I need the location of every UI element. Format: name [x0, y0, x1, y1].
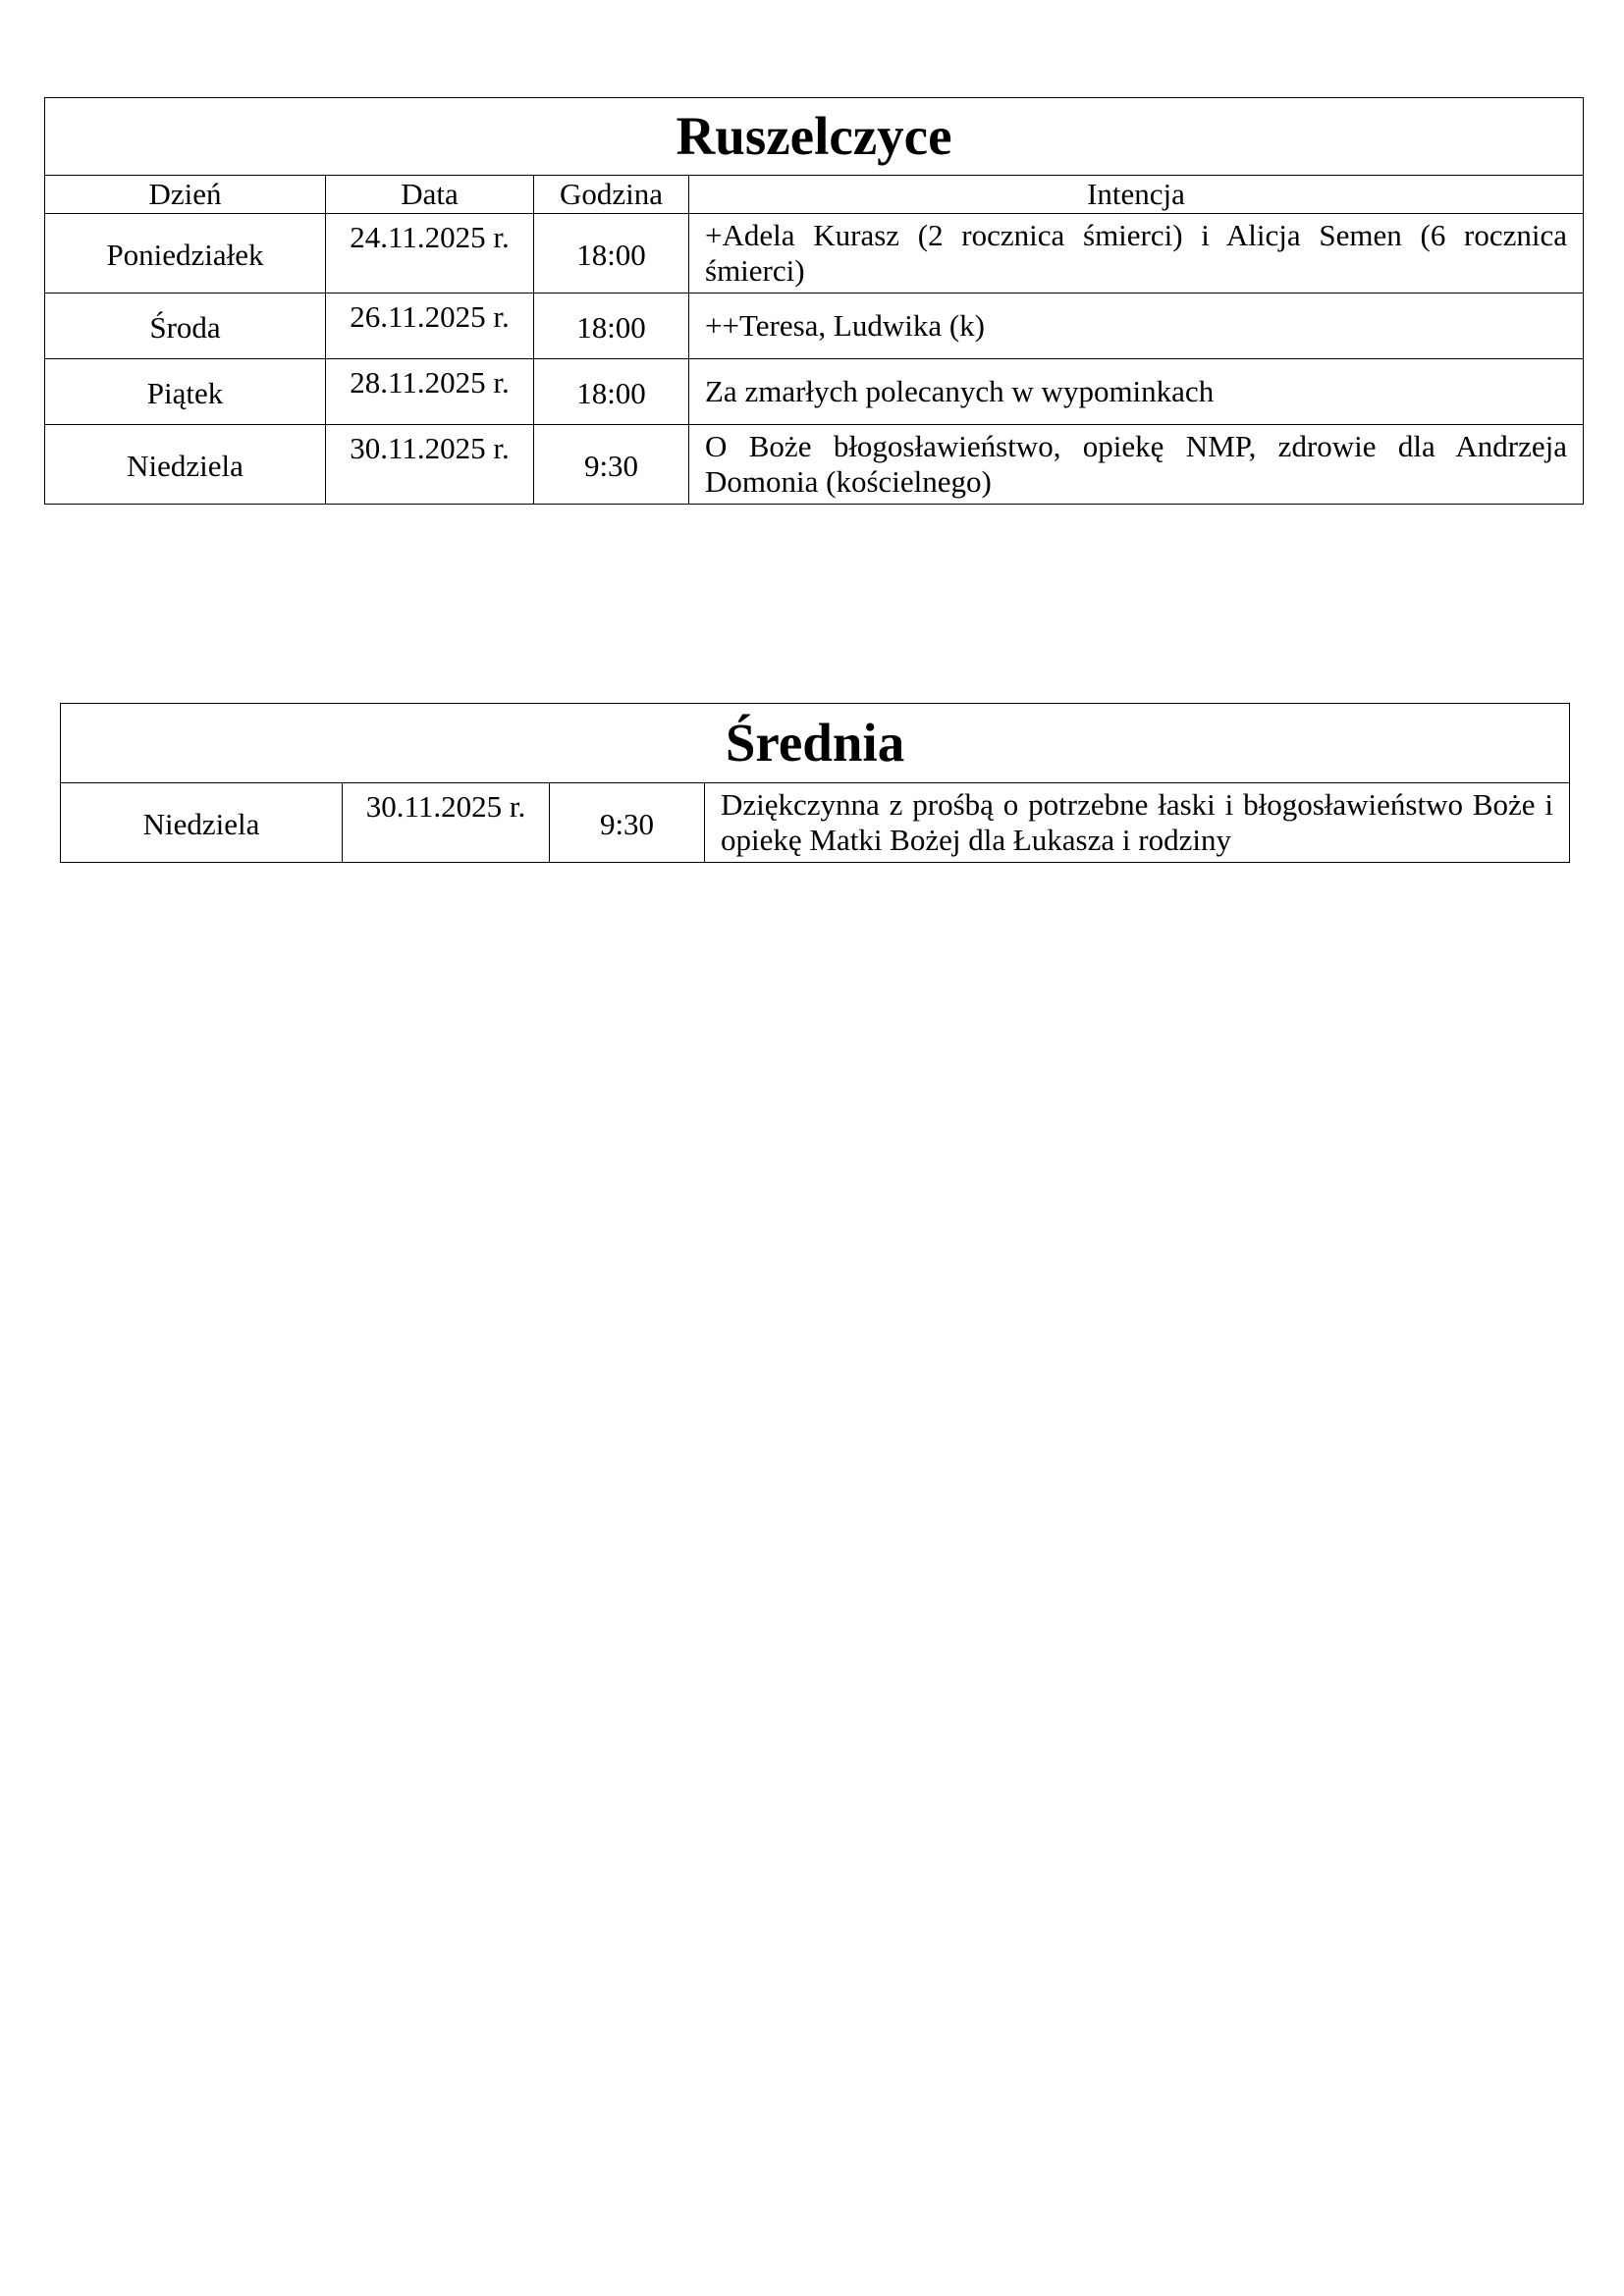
header-day: Dzień — [45, 176, 326, 214]
date-cell: 30.11.2025 r. — [326, 425, 534, 505]
time-cell: 9:30 — [534, 425, 689, 505]
title-row — [61, 704, 1570, 783]
date-cell: 24.11.2025 r. — [326, 214, 534, 294]
time-cell: 9:30 — [550, 783, 705, 863]
intention-cell: Za zmarłych polecanych w wypominkach — [689, 359, 1584, 425]
intention-cell: O Boże błogosławieństwo, opiekę NMP, zdrowie dla Andrzeja Domonia (kościelnego) — [689, 425, 1584, 505]
header-intention: Intencja — [689, 176, 1584, 214]
intention-cell: ++Teresa, Ludwika (k) — [689, 294, 1584, 359]
day-cell: Niedziela — [45, 425, 326, 505]
header-time: Godzina — [534, 176, 689, 214]
table-row — [61, 783, 1570, 863]
table-title: Średnia — [61, 704, 1570, 783]
header-row — [45, 176, 1584, 214]
date-cell: 26.11.2025 r. — [326, 294, 534, 359]
ruszelczyce-schedule-table — [44, 97, 1584, 505]
intention-cell: +Adela Kurasz (2 rocznica śmierci) i Alicja Semen (6 rocznica śmierci) — [689, 214, 1584, 294]
srednia-schedule-table — [60, 703, 1570, 863]
date-cell: 28.11.2025 r. — [326, 359, 534, 425]
table-title: Ruszelczyce — [45, 98, 1584, 176]
table-row — [45, 425, 1584, 505]
time-cell: 18:00 — [534, 214, 689, 294]
table-row — [45, 359, 1584, 425]
table-row — [45, 294, 1584, 359]
day-cell: Niedziela — [61, 783, 343, 863]
time-cell: 18:00 — [534, 359, 689, 425]
header-date: Data — [326, 176, 534, 214]
title-row — [45, 98, 1584, 176]
day-cell: Piątek — [45, 359, 326, 425]
day-cell: Poniedziałek — [45, 214, 326, 294]
time-cell: 18:00 — [534, 294, 689, 359]
date-cell: 30.11.2025 r. — [343, 783, 550, 863]
table-row — [45, 214, 1584, 294]
intention-cell: Dziękczynna z prośbą o potrzebne łaski i błogosławieństwo Boże i opiekę Matki Bożej dla Łukasza i rodziny — [705, 783, 1570, 863]
day-cell: Środa — [45, 294, 326, 359]
